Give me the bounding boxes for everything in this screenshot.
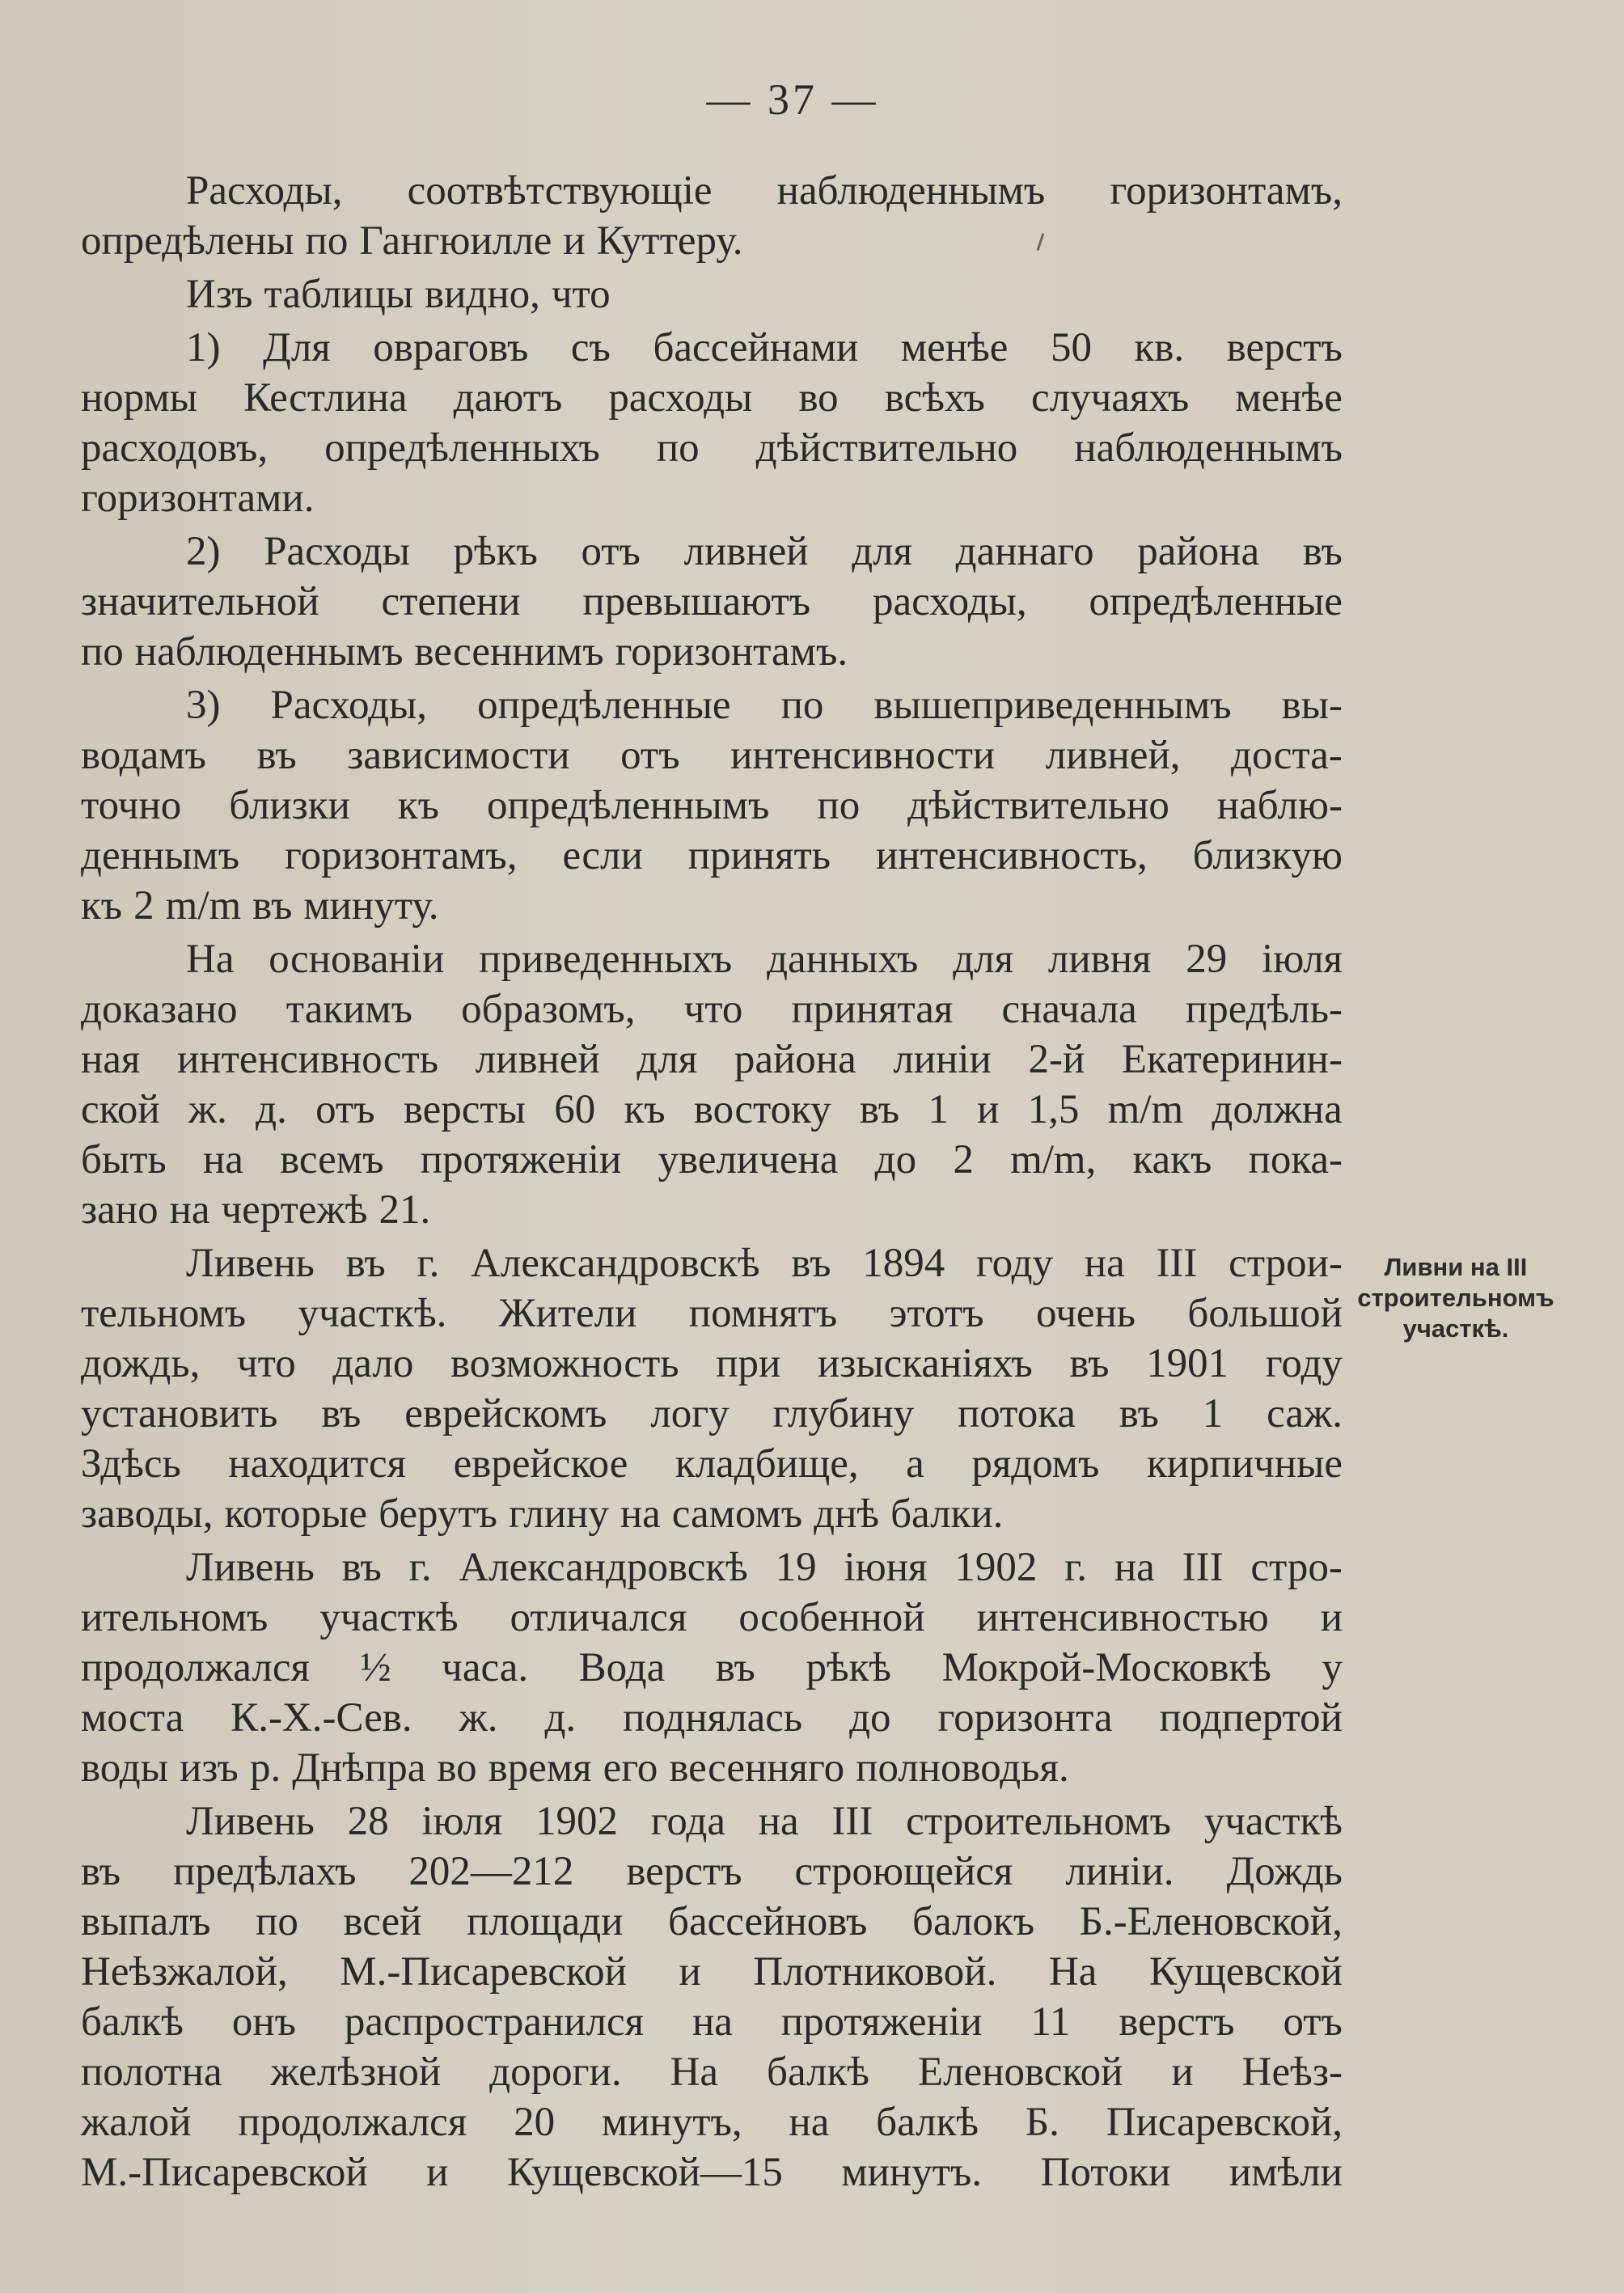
text-line: моста К.-Х.-Сев. ж. д. поднялась до горизонта подпертой	[81, 1695, 1343, 1741]
text-line: 3) Расходы, опредѣленные по вышеприведеннымъ вы-	[186, 683, 1343, 728]
text-line: заводы, которые берутъ глину на самомъ днѣ балки.	[81, 1491, 1004, 1537]
text-line: нормы Кестлина даютъ расходы во всѣхъ случаяхъ менѣе	[81, 375, 1343, 421]
margin-note-line: строительномъ	[1357, 1284, 1554, 1312]
text-line: быть на всемъ протяженiи увеличена до 2 m/m, какъ пока-	[81, 1137, 1343, 1182]
text-line: тельномъ участкѣ. Жители помнятъ этотъ очень большой	[81, 1291, 1343, 1336]
text-line: балкѣ онъ распространился на протяженiи 11 верстъ отъ	[81, 1999, 1343, 2045]
text-line: жалой продолжался 20 минутъ, на балкѣ Б. Писаревской,	[81, 2100, 1343, 2145]
text-line: На основанiи приведенныхъ данныхъ для ливня 29 iюля	[186, 937, 1343, 982]
text-line: М.-Писаревской и Кущевской—15 минутъ. Потоки имѣли	[81, 2150, 1343, 2195]
text-line: доказано такимъ образомъ, что принятая сначала предѣль-	[81, 987, 1343, 1032]
text-line: точно близки къ опредѣленнымъ по дѣйствительно наблю-	[81, 783, 1343, 828]
text-line: 1) Для овраговъ съ бассейнами менѣе 50 кв. верстъ	[186, 325, 1343, 370]
margin-note-line: Ливни на III	[1384, 1253, 1528, 1281]
text-line: Ливень въ г. Александровскѣ въ 1894 году на III строи-	[186, 1241, 1343, 1286]
text-line: ительномъ участкѣ отличался особенной интенсивностью и	[81, 1595, 1343, 1640]
text-line: опредѣлены по Гангюилле и Куттеру.	[81, 218, 743, 264]
text-line: воды изъ р. Днѣпра во время его весенняго полноводья.	[81, 1745, 1069, 1791]
text-line: 2) Расходы рѣкъ отъ ливней для даннаго района въ	[186, 529, 1343, 574]
text-line: Ливень въ г. Александровскѣ 19 iюня 1902 г. на III стро-	[186, 1545, 1343, 1590]
text-line: Ливень 28 iюля 1902 года на III строительномъ участкѣ	[186, 1799, 1343, 1844]
text-line: установить въ еврейскомъ логу глубину потока въ 1 саж.	[81, 1391, 1343, 1436]
text-line: зано на чертежѣ 21.	[81, 1187, 431, 1233]
text-line: къ 2 m/m въ минуту.	[81, 883, 439, 929]
text-line: въ предѣлахъ 202—212 верстъ строющейся линiи. Дождь	[81, 1849, 1343, 1894]
text-line: продолжался ½ часа. Вода въ рѣкѣ Мокрой-Московкѣ у	[81, 1645, 1343, 1690]
text-line: Расходы, соотвѣтствующiе наблюденнымъ горизонтамъ,	[186, 168, 1343, 214]
text-line: деннымъ горизонтамъ, если принять интенсивность, близкую	[81, 833, 1343, 878]
text-line: по наблюденнымъ весеннимъ горизонтамъ.	[81, 629, 848, 675]
text-line: дождь, что дало возможность при изысканiяхъ въ 1901 году	[81, 1341, 1343, 1386]
text-line: расходовъ, опредѣленныхъ по дѣйствительно наблюденнымъ	[81, 425, 1343, 471]
text-line: Изъ таблицы видно, что	[186, 272, 611, 317]
margin-note	[1343, 1252, 1569, 1344]
text-line: Здѣсь находится еврейское кладбище, а рядомъ кирпичные	[81, 1441, 1343, 1487]
text-line: горизонтами.	[81, 476, 315, 521]
text-line: выпалъ по всей площади бассейновъ балокъ Б.-Еленовской,	[81, 1899, 1343, 1944]
text-line: водамъ въ зависимости отъ интенсивности ливней, доста-	[81, 733, 1343, 778]
page-number: — 37 —	[706, 75, 879, 124]
text-line: Неѣзжалой, М.-Писаревской и Плотниковой. На Кущевской	[81, 1949, 1343, 1995]
body-text	[81, 166, 1343, 2198]
margin-note-line: участкѣ.	[1402, 1314, 1509, 1343]
text-line: ской ж. д. отъ версты 60 къ востоку въ 1 и 1,5 m/m должна	[81, 1087, 1343, 1132]
text-line: ная интенсивность ливней для района линiи 2-й Екатеринин-	[81, 1037, 1343, 1082]
text-line: значительной степени превышаютъ расходы, опредѣленные	[81, 579, 1343, 624]
text-line: полотна желѣзной дороги. На балкѣ Еленовской и Неѣз-	[81, 2050, 1343, 2095]
